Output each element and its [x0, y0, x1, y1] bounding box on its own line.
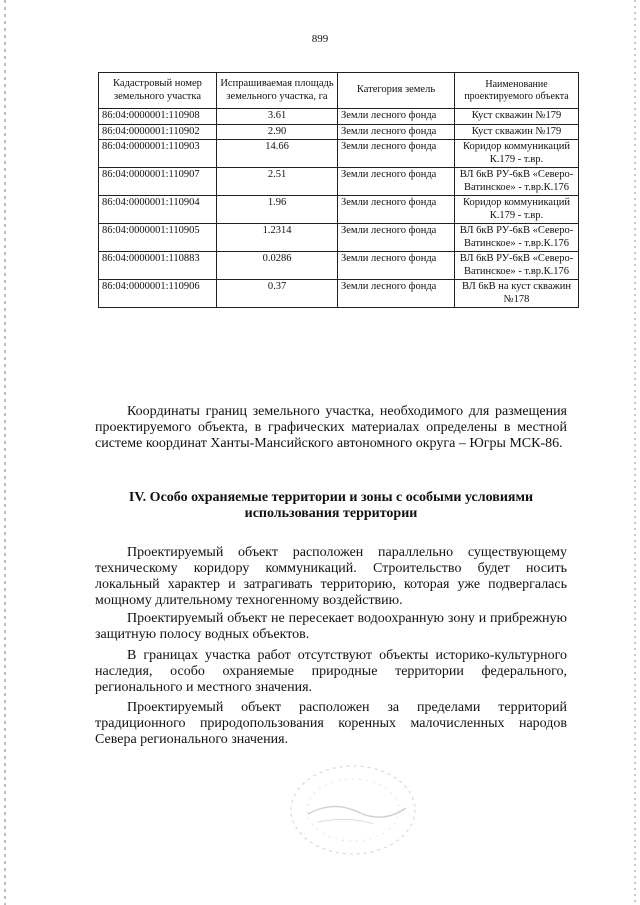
table-row: [99, 168, 579, 196]
cell-cadastral-number: 86:04:0000001:110904: [99, 196, 217, 224]
page-number: 899: [311, 33, 329, 45]
scan-edge-left: [4, 0, 6, 905]
header-object-name: Наименование проектируемого объекта: [455, 73, 579, 109]
cell-land-category: Земли лесного фонда: [338, 196, 455, 224]
cell-area: 3.61: [217, 109, 338, 125]
table-row: [99, 124, 579, 140]
paragraph-corridor: Проектируемый объект расположен параллельно существующему техническому коридору коммуникаций. Строительство будет носить локальный характер и затрагивать территорию, которая уже подвергалась мощному длительному техногенному воздействию.: [95, 545, 567, 608]
cell-area: 0.0286: [217, 252, 338, 280]
table-header-row: [99, 73, 579, 109]
cell-area: 1.96: [217, 196, 338, 224]
cell-object-name: Коридор коммуникаций К.179 - т.вр.: [455, 140, 579, 168]
cell-land-category: Земли лесного фонда: [338, 140, 455, 168]
cell-area: 14.66: [217, 140, 338, 168]
scan-edge-right: [634, 0, 636, 905]
cell-object-name: Куст скважин №179: [455, 109, 579, 125]
cell-object-name: Куст скважин №179: [455, 124, 579, 140]
table-row: [99, 196, 579, 224]
cell-cadastral-number: 86:04:0000001:110903: [99, 140, 217, 168]
table-row: [99, 140, 579, 168]
cell-cadastral-number: 86:04:0000001:110906: [99, 280, 217, 308]
cell-area: 1.2314: [217, 224, 338, 252]
cell-cadastral-number: 86:04:0000001:110883: [99, 252, 217, 280]
cell-land-category: Земли лесного фонда: [338, 280, 455, 308]
coordinates-paragraph: Координаты границ земельного участка, необходимого для размещения проектируемого объекта, в графических материалах определены в местной системе координат Ханты-Мансийского автономного округа – Югры МСК-86.: [95, 404, 567, 451]
cell-land-category: Земли лесного фонда: [338, 252, 455, 280]
cell-cadastral-number: 86:04:0000001:110908: [99, 109, 217, 125]
paragraph-traditional-use: Проектируемый объект расположен за пределами территорий традиционного природопользования коренных малочисленных народов Севера регионального значения.: [95, 700, 567, 747]
header-land-category: Категория земель: [338, 73, 455, 109]
cell-land-category: Земли лесного фонда: [338, 168, 455, 196]
cell-land-category: Земли лесного фонда: [338, 109, 455, 125]
cell-area: 0.37: [217, 280, 338, 308]
cell-object-name: ВЛ 6кВ РУ-6кВ «Северо-Ватинское» - т.вр.К.176: [455, 168, 579, 196]
cell-object-name: Коридор коммуникаций К.179 - т.вр.: [455, 196, 579, 224]
cell-area: 2.90: [217, 124, 338, 140]
section-heading: IV. Особо охраняемые территории и зоны с особыми условиями использования территории: [128, 490, 534, 521]
faded-stamp: [278, 752, 428, 862]
header-area: Испрашиваемая площадь земельного участка, га: [217, 73, 338, 109]
table-row: [99, 109, 579, 125]
cell-cadastral-number: 86:04:0000001:110902: [99, 124, 217, 140]
cell-object-name: ВЛ 6кВ РУ-6кВ «Северо-Ватинское» - т.вр.К.176: [455, 252, 579, 280]
table-row: [99, 252, 579, 280]
cell-object-name: ВЛ 6кВ на куст скважин №178: [455, 280, 579, 308]
cadastral-table: [98, 72, 579, 308]
cell-area: 2.51: [217, 168, 338, 196]
cell-cadastral-number: 86:04:0000001:110907: [99, 168, 217, 196]
paragraph-heritage: В границах участка работ отсутствуют объекты историко-культурного наследия, особо охраняемые природные территории федерального, регионального и местного значения.: [95, 648, 567, 695]
cell-cadastral-number: 86:04:0000001:110905: [99, 224, 217, 252]
paragraph-water-zone: Проектируемый объект не пересекает водоохранную зону и прибрежную защитную полосу водных объектов.: [95, 611, 567, 642]
cell-land-category: Земли лесного фонда: [338, 224, 455, 252]
cell-land-category: Земли лесного фонда: [338, 124, 455, 140]
header-cadastral-number: Кадастровый номер земельного участка: [99, 73, 217, 109]
table-row: [99, 224, 579, 252]
cell-object-name: ВЛ 6кВ РУ-6кВ «Северо-Ватинское» - т.вр.К.176: [455, 224, 579, 252]
table-row: [99, 280, 579, 308]
